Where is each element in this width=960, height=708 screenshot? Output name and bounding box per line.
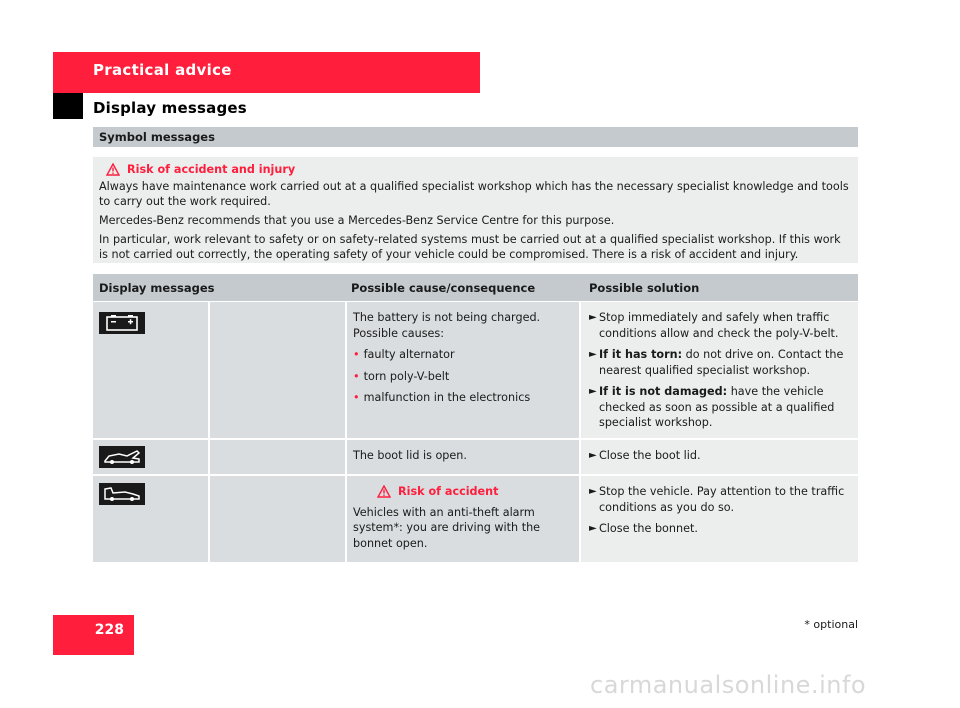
cause-text: The battery is not being charged. Possible causes:	[353, 311, 541, 340]
symbol-cell	[93, 476, 208, 562]
symbol-cell	[93, 302, 208, 438]
symbol-messages-bar	[93, 127, 858, 147]
header-black-tab	[53, 93, 83, 119]
arrow-icon: ►	[589, 386, 597, 397]
solution-cell	[581, 302, 858, 438]
warning-box	[93, 157, 858, 263]
solution-cell	[581, 476, 858, 562]
blank-cell	[210, 302, 345, 438]
warning-paragraph: In particular, work relevant to safety or on safety-related systems must be carried out at a qualified specialist workshop. If this work is not carried out correctly, the operating safety of your vehicle could be compromised. There is a risk of accident and injury.	[99, 233, 841, 261]
column-header-cause: Possible cause/consequence	[351, 281, 536, 295]
table-row	[93, 476, 858, 562]
warning-triangle-icon	[106, 163, 120, 176]
cause-cell	[347, 302, 579, 438]
solution-step: ► Close the boot lid.	[589, 449, 701, 462]
solution-cell	[581, 440, 858, 474]
column-header-display: Display messages	[99, 281, 215, 295]
bonnet-open-icon	[99, 483, 145, 505]
arrow-icon: ►	[589, 312, 597, 323]
warning-paragraph: Always have maintenance work carried out at a qualified specialist workshop which has the necessary specialist knowledge and tools to carry out the work required.	[99, 180, 849, 208]
cause-text: The boot lid is open.	[353, 449, 467, 462]
page-number-badge	[53, 615, 134, 655]
page-number: 228	[94, 622, 124, 638]
boot-lid-open-icon	[99, 446, 145, 468]
optional-note: * optional	[804, 618, 858, 631]
table-row	[93, 302, 858, 438]
table-header	[93, 274, 858, 301]
cause-cell	[347, 476, 579, 562]
cause-bullet: • torn poly-V-belt	[353, 369, 450, 383]
battery-icon	[99, 312, 145, 334]
warning-title: Risk of accident and injury	[127, 163, 296, 176]
solution-step: ► If it has torn: do not drive on. Contact the nearest qualified specialist workshop.	[589, 348, 844, 377]
section-title: Practical advice	[93, 61, 232, 79]
solution-step: ► If it is not damaged: have the vehicle checked as soon as possible at a qualified specialist workshop.	[589, 385, 835, 429]
arrow-icon: ►	[589, 523, 597, 534]
cause-cell	[347, 440, 579, 474]
warning-triangle-icon	[377, 485, 391, 498]
watermark: carmanualsonline.info	[590, 671, 867, 699]
arrow-icon: ►	[589, 486, 597, 497]
cause-text: Vehicles with an anti-theft alarm system*: you are driving with the bonnet open.	[353, 505, 541, 550]
solution-step: ► Stop the vehicle. Pay attention to the traffic conditions as you do so.	[589, 485, 845, 514]
page-title: Display messages	[93, 99, 247, 117]
cause-bullet: • malfunction in the electronics	[353, 391, 531, 404]
inner-warning-heading	[353, 484, 575, 500]
blank-cell	[210, 476, 345, 562]
cause-bullet: • faulty alternator	[353, 348, 455, 361]
symbol-messages-title: Symbol messages	[99, 130, 215, 144]
arrow-icon: ►	[589, 349, 597, 360]
warning-heading	[99, 162, 852, 177]
inner-warning-title: Risk of accident	[398, 485, 499, 498]
column-header-solution: Possible solution	[589, 281, 700, 295]
arrow-icon: ►	[589, 450, 597, 461]
warning-paragraph: Mercedes-Benz recommends that you use a Mercedes-Benz Service Centre for this purpose.	[99, 214, 615, 227]
table-row	[93, 440, 858, 474]
solution-step: ► Stop immediately and safely when traffic conditions allow and check the poly-V-belt.	[589, 311, 839, 340]
solution-step: ► Close the bonnet.	[589, 522, 698, 535]
symbol-cell	[93, 440, 208, 474]
blank-cell	[210, 440, 345, 474]
